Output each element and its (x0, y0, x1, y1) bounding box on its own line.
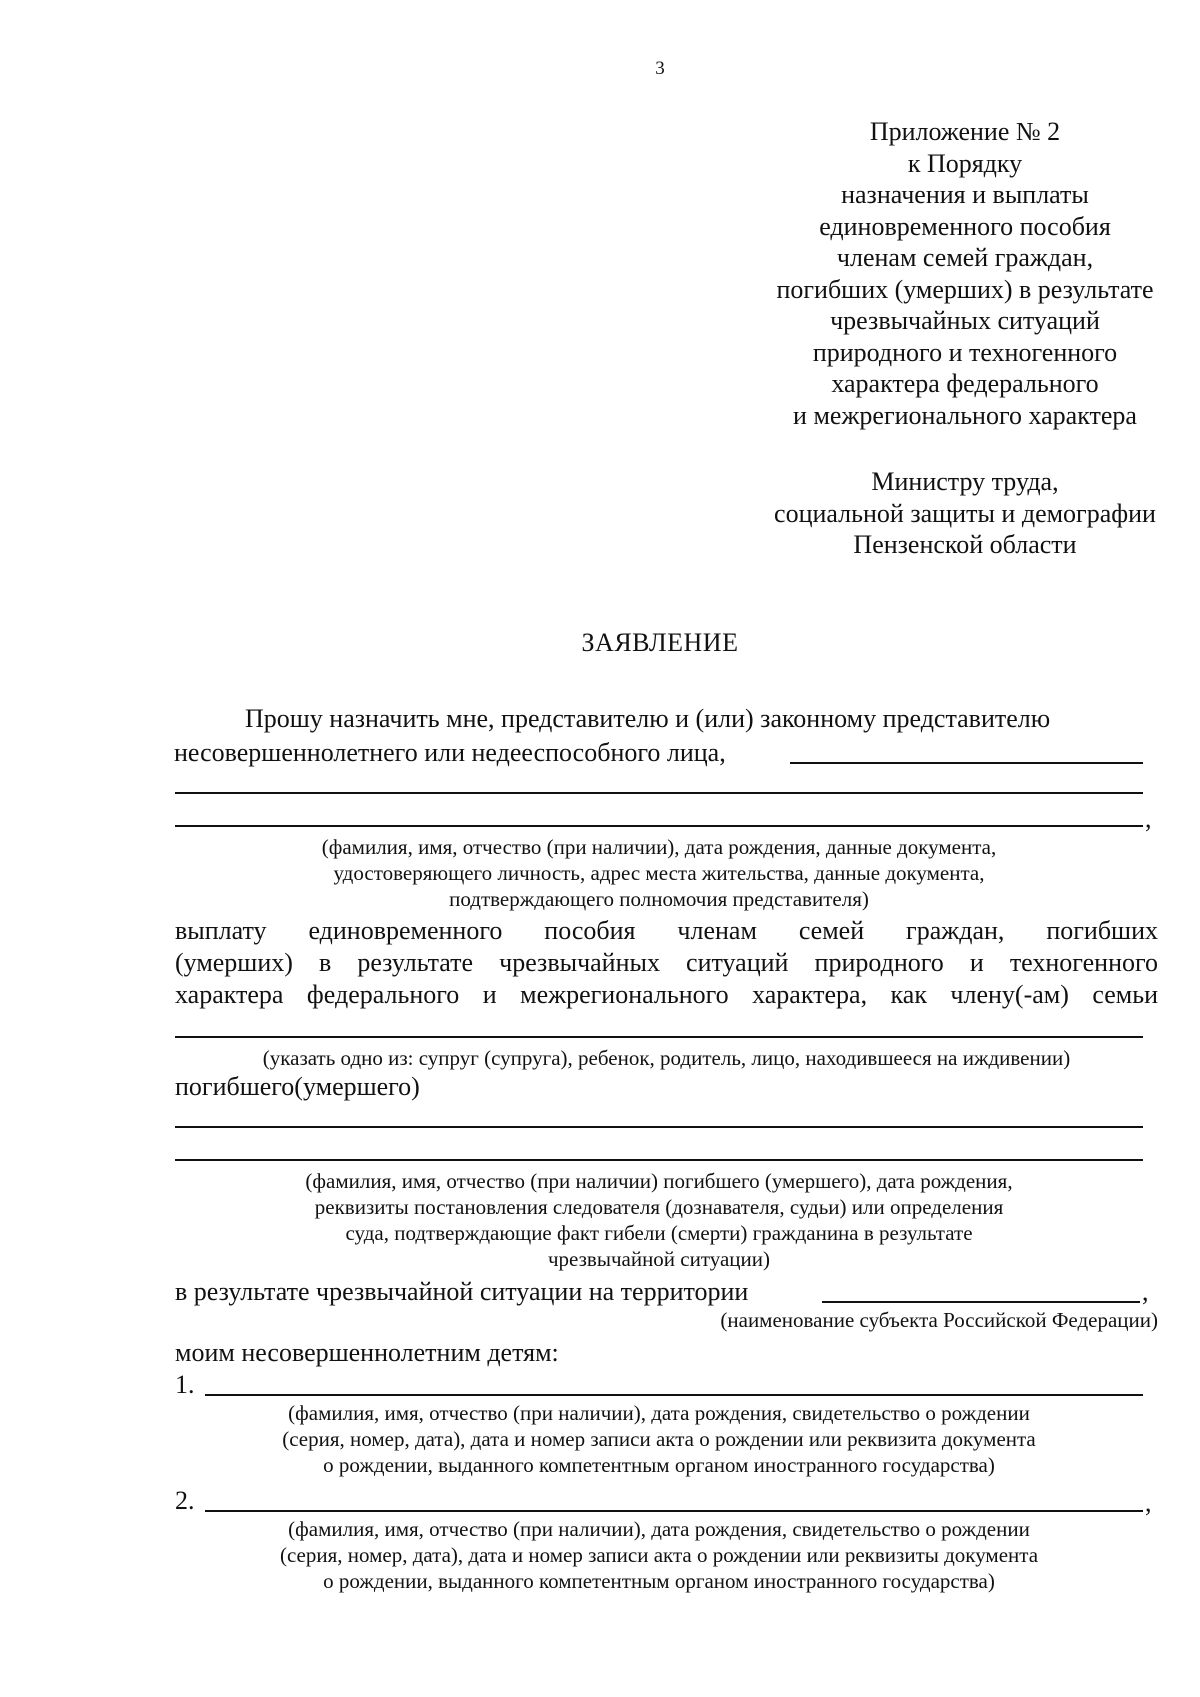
payment-line: выплату единовременного пособия членам семей граждан, погибших (175, 916, 1158, 945)
child-1-field[interactable] (205, 1394, 1143, 1396)
appendix-line: и межрегионального характера (793, 400, 1137, 430)
child-1-caption (175, 1400, 1143, 1478)
payment-line: (умерших) в результате чрезвычайных ситуаций природного и техногенного (175, 948, 1158, 977)
child-2-field[interactable] (205, 1510, 1143, 1512)
caption-line: (фамилия, имя, отчество (при наличии), дата рождения, данные документа, (321, 835, 997, 859)
appendix-line: Приложение № 2 (869, 117, 1061, 146)
caption-line: (серия, номер, дата), дата и номер записи акта о рождении или реквизиты документа (279, 1543, 1039, 1567)
caption-line: о рождении, выданного компетентным органом иностранного государства) (323, 1569, 995, 1593)
addressee-line: Министру труда, (871, 467, 1059, 496)
addressee-line: социальной защиты и демографии (774, 498, 1156, 528)
addressee-line: Пензенской области (853, 530, 1077, 559)
intro-line: Прошу назначить мне, представителю и (или) законному представителю (245, 704, 1051, 733)
relation-field[interactable] (175, 1036, 1143, 1038)
document-title: ЗАЯВЛЕНИЕ (581, 628, 739, 657)
applicant-caption (175, 834, 1143, 912)
appendix-header (700, 116, 1200, 431)
deceased-details-field[interactable] (175, 1159, 1143, 1161)
child-1-number: 1. (175, 1370, 195, 1399)
caption-line: реквизиты постановления следователя (дознавателя, судьи) или определения (314, 1195, 1004, 1219)
page-number: 3 (655, 58, 665, 79)
comma: , (1142, 1277, 1149, 1306)
caption-line: (фамилия, имя, отчество (при наличии), дата рождения, свидетельство о рождении (288, 1517, 1030, 1541)
territory-caption: (наименование субъекта Российской Федерации) (720, 1308, 1158, 1332)
appendix-line: погибших (умерших) в результате (776, 274, 1154, 304)
caption-line: (серия, номер, дата), дата и номер записи акта о рождении или реквизита документа (282, 1427, 1036, 1451)
child-2-caption (175, 1516, 1143, 1594)
applicant-name-field[interactable] (790, 762, 1143, 764)
comma: , (1145, 1488, 1152, 1517)
caption-line: (фамилия, имя, отчество (при наличии), дата рождения, свидетельство о рождении (288, 1401, 1030, 1425)
children-label: моим несовершеннолетним детям: (175, 1338, 559, 1367)
appendix-line: единовременного пособия (819, 211, 1111, 241)
appendix-line: природного и техногенного (812, 337, 1118, 367)
payment-line: характера федерального и межрегионального характера, как члену(-ам) семьи (175, 980, 1158, 1009)
relation-caption: (указать одно из: супруг (супруга), ребенок, родитель, лицо, находившееся на иждивении) (262, 1046, 1071, 1070)
child-2-number: 2. (175, 1486, 195, 1515)
comma: , (1145, 804, 1152, 833)
appendix-line: характера федерального (831, 369, 1099, 398)
caption-line: о рождении, выданного компетентным органом иностранного государства) (323, 1453, 995, 1477)
appendix-line: чрезвычайных ситуаций (830, 306, 1100, 335)
territory-label: в результате чрезвычайной ситуации на территории (175, 1277, 749, 1306)
caption-line: (фамилия, имя, отчество (при наличии) погибшего (умершего), дата рождения, (305, 1169, 1013, 1193)
applicant-details-field[interactable] (175, 792, 1143, 794)
appendix-line: назначения и выплаты (841, 180, 1089, 209)
territory-field[interactable] (822, 1301, 1140, 1303)
deceased-label: погибшего(умершего) (175, 1072, 420, 1101)
caption-line: чрезвычайной ситуации) (547, 1247, 771, 1271)
caption-line: суда, подтверждающие факт гибели (смерти) гражданина в результате (345, 1221, 973, 1245)
appendix-line: к Порядку (907, 148, 1023, 178)
deceased-details-field[interactable] (175, 1126, 1143, 1128)
caption-line: подтверждающего полномочия представителя) (449, 887, 869, 911)
caption-line: удостоверяющего личность, адрес места жительства, данные документа, (333, 861, 985, 885)
deceased-caption (175, 1168, 1143, 1272)
intro-line: несовершеннолетнего или недееспособного лица, (174, 738, 726, 767)
appendix-line: членам семей граждан, (836, 243, 1094, 272)
addressee-block (700, 466, 1200, 561)
applicant-details-field[interactable] (175, 825, 1143, 827)
